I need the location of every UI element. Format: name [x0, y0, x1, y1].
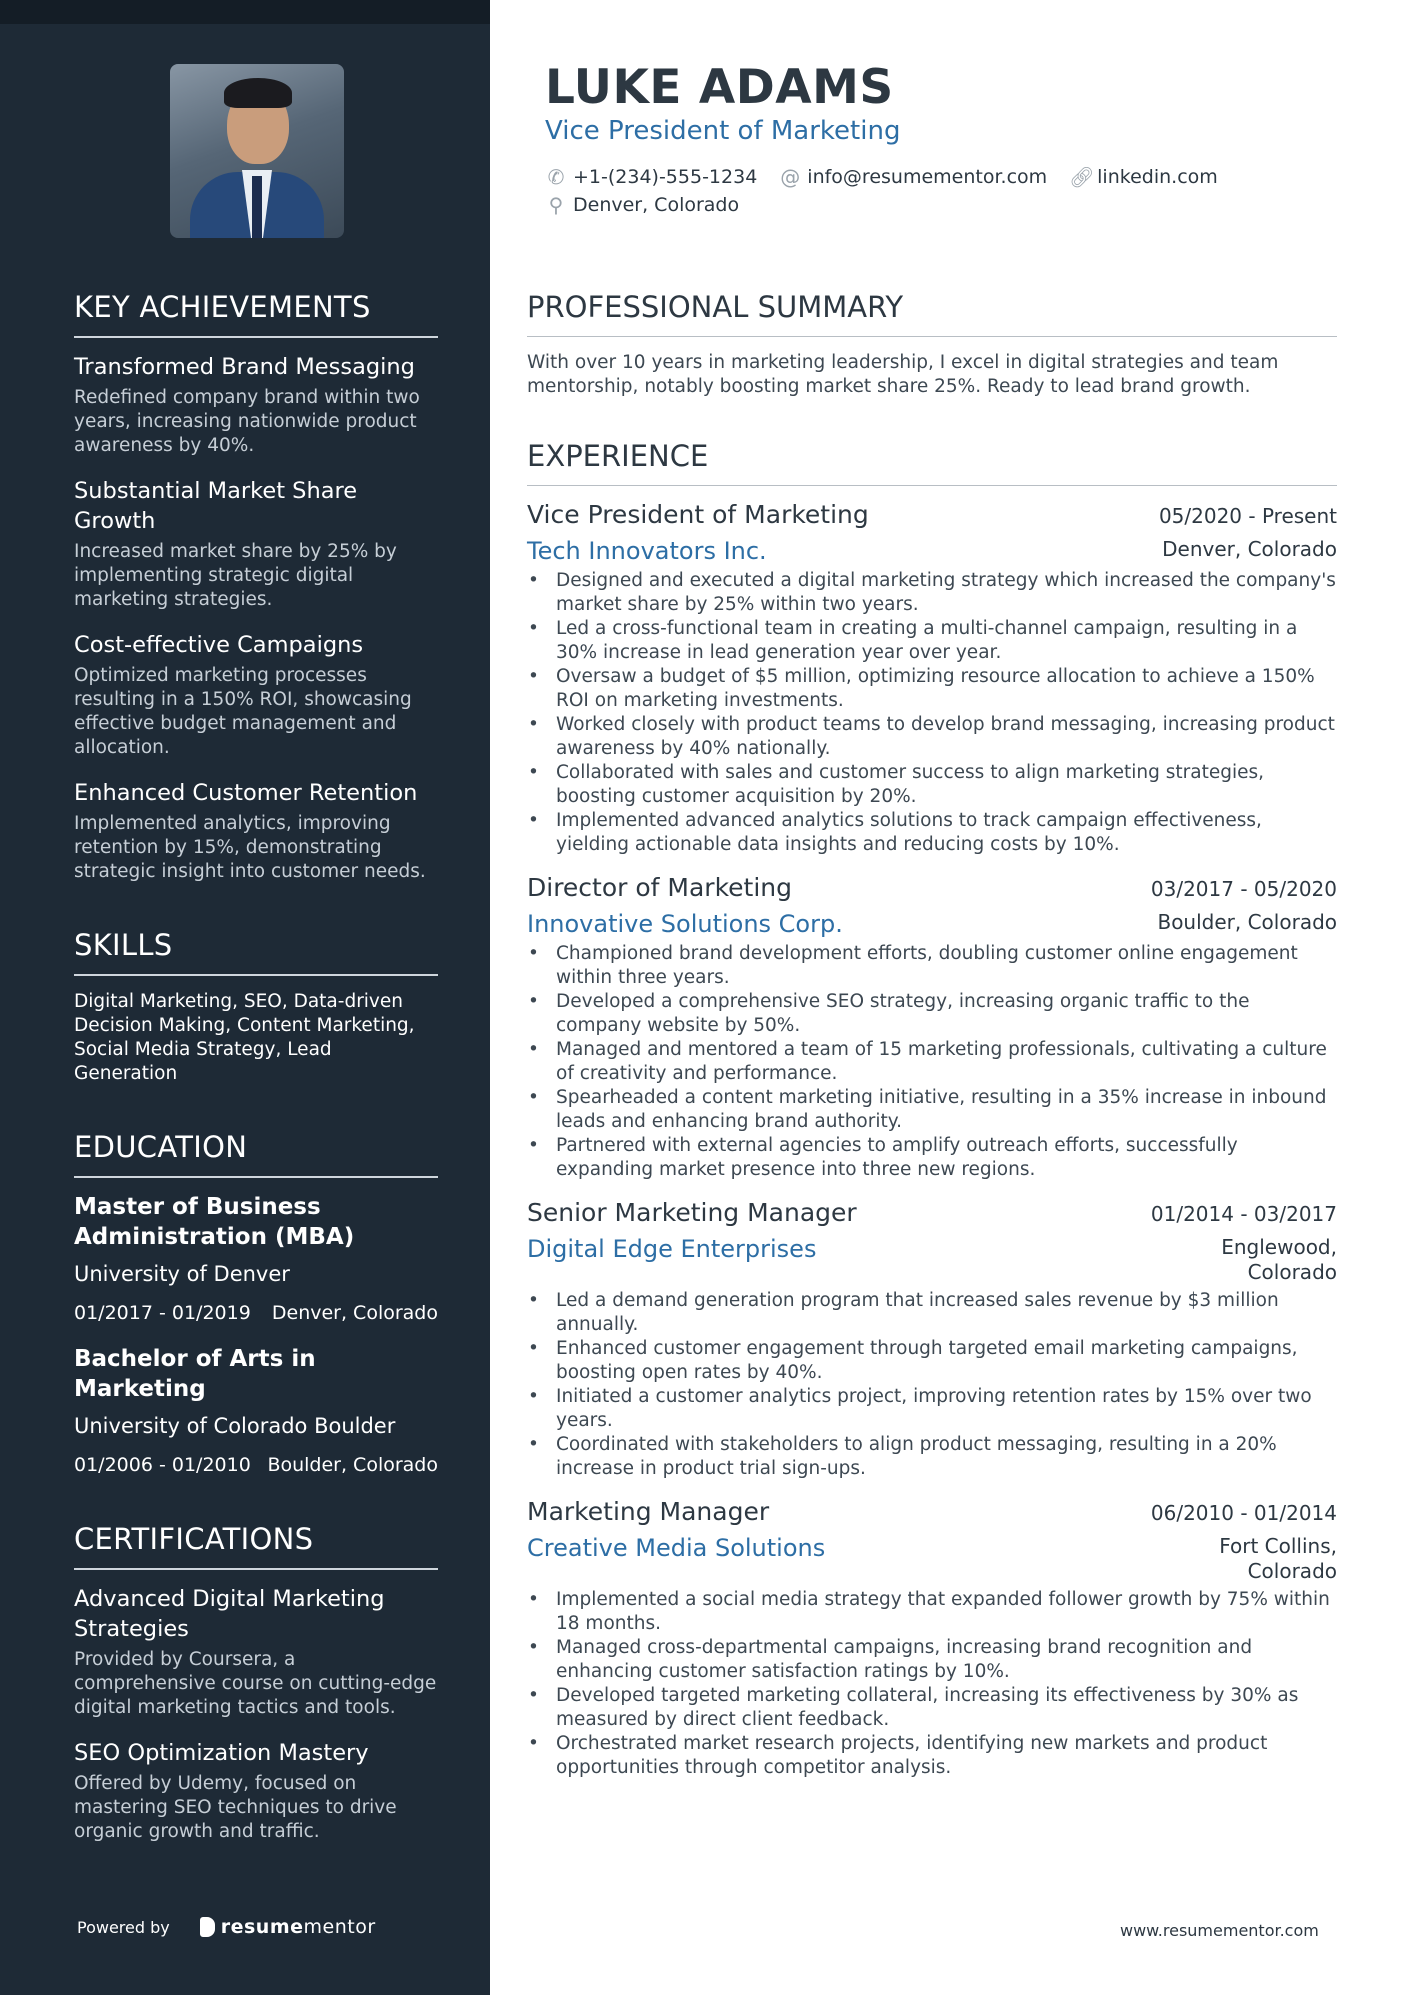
- job-dates: 03/2017 - 05/2020: [1150, 877, 1337, 901]
- job-bullet: • Implemented a social media strategy that expanded follower growth by 75% within 18 months.: [527, 1588, 1337, 1636]
- job-header: [527, 1497, 1337, 1526]
- job-bullet: • Spearheaded a content marketing initiative, resulting in a 35% increase in inbound leads and enhancing brand authority.: [527, 1086, 1337, 1134]
- job-bullets: [527, 942, 1337, 1182]
- edu-school: University of Colorado Boulder: [74, 1414, 396, 1438]
- edu-degree: Bachelor of Arts in Marketing: [74, 1346, 316, 1402]
- summary-text: With over 10 years in marketing leadership, I excel in digital strategies and team mentorship, notably boosting market share 25%. Ready to lead brand growth.: [527, 352, 1279, 397]
- linkedin-contact[interactable]: [1069, 165, 1218, 189]
- linkedin-text: linkedin.com: [1097, 166, 1218, 188]
- edu-dates: 01/2006 - 01/2010: [74, 1454, 251, 1476]
- company-name: Tech Innovators Inc.: [527, 537, 767, 565]
- job-bullets: [527, 569, 1337, 857]
- phone-contact[interactable]: [545, 165, 757, 189]
- job-location: Fort Collins, Colorado: [1219, 1534, 1337, 1583]
- job-location: Englewood, Colorado: [1221, 1235, 1337, 1284]
- location-pin-icon: ⚲: [548, 193, 564, 217]
- edu-meta: [74, 1300, 438, 1326]
- achievement-title: Substantial Market Share Growth: [74, 478, 358, 534]
- edu-meta: [74, 1452, 438, 1478]
- job-entry: [527, 873, 1337, 1182]
- job-bullet: • Championed brand development efforts, doubling customer online engagement within three years.: [527, 942, 1337, 990]
- resumementor-logo[interactable]: [200, 1916, 376, 1938]
- education-heading: EDUCATION: [74, 1130, 438, 1178]
- job-dates: 01/2014 - 03/2017: [1150, 1202, 1337, 1226]
- sidebar-content: [74, 290, 438, 1862]
- achievement-desc: Redefined company brand within two years, increasing nationwide product awareness by 40%.: [74, 387, 420, 456]
- job-title: Marketing Manager: [527, 1497, 770, 1526]
- job-bullet: • Coordinated with stakeholders to align product messaging, resulting in a 20% increase in product trial sign-ups.: [527, 1433, 1337, 1481]
- job-bullet: • Managed cross-departmental campaigns, increasing brand recognition and enhancing customer satisfaction ratings by 10%.: [527, 1636, 1337, 1684]
- job-bullet: • Implemented advanced analytics solutions to track campaign effectiveness, yielding actionable data insights and reducing costs by 10%.: [527, 809, 1337, 857]
- job-header: [527, 873, 1337, 902]
- job-bullets: [527, 1289, 1337, 1481]
- phone-text: +1-(234)-555-1234: [573, 166, 758, 188]
- certification-desc: Offered by Udemy, focused on mastering SEO techniques to drive organic growth and traffic.: [74, 1773, 397, 1842]
- certifications-heading: CERTIFICATIONS: [74, 1522, 438, 1570]
- sidebar-top-strip: [0, 0, 490, 24]
- achievement-desc: Optimized marketing processes resulting in a 150% ROI, showcasing effective budget management and allocation.: [74, 665, 412, 758]
- skills-heading: SKILLS: [74, 928, 438, 976]
- job-entry: [527, 500, 1337, 857]
- job-location: Denver, Colorado: [1162, 537, 1337, 561]
- at-icon: @: [780, 165, 801, 189]
- footer-url[interactable]: www.resumementor.com: [1120, 1921, 1319, 1940]
- profile-photo: [170, 64, 344, 238]
- achievement-desc: Increased market share by 25% by implementing strategic digital marketing strategies.: [74, 541, 397, 610]
- job-title: Vice President of Marketing: [527, 500, 869, 529]
- edu-degree: Master of Business Administration (MBA): [74, 1194, 355, 1250]
- achievement-item: [74, 630, 438, 760]
- achievement-title: Cost-effective Campaigns: [74, 632, 364, 658]
- job-subheader: [527, 537, 1337, 565]
- email-text: info@resumementor.com: [807, 166, 1048, 188]
- skills-list: Digital Marketing, SEO, Data-driven Decision Making, Content Marketing, Social Media Strategy, Lead Generation: [74, 991, 415, 1084]
- candidate-role: Vice President of Marketing: [545, 116, 901, 146]
- location-contact: [545, 193, 739, 217]
- edu-location: Boulder, Colorado: [267, 1454, 438, 1476]
- brand-bold: resume: [220, 1916, 304, 1938]
- job-dates: 05/2020 - Present: [1158, 504, 1337, 528]
- achievement-item: [74, 352, 438, 458]
- job-bullet: • Partnered with external agencies to amplify outreach efforts, successfully expanding market presence into three new regions.: [527, 1134, 1337, 1182]
- job-title: Director of Marketing: [527, 873, 793, 902]
- job-bullet: • Led a demand generation program that increased sales revenue by $3 million annually.: [527, 1289, 1337, 1337]
- company-name: Creative Media Solutions: [527, 1534, 826, 1562]
- photo-tie: [252, 176, 262, 238]
- experience-heading: EXPERIENCE: [527, 439, 1337, 486]
- job-bullet: • Collaborated with sales and customer success to align marketing strategies, boosting customer acquisition by 20%.: [527, 761, 1337, 809]
- job-bullet: • Developed targeted marketing collateral, increasing its effectiveness by 30% as measured by direct client feedback.: [527, 1684, 1337, 1732]
- education-item: [74, 1344, 438, 1478]
- certification-item: [74, 1584, 438, 1720]
- job-bullets: [527, 1588, 1337, 1780]
- certification-title: Advanced Digital Marketing Strategies: [74, 1586, 385, 1642]
- contact-line: [545, 163, 1365, 191]
- photo-hair: [224, 78, 292, 108]
- job-subheader: [527, 910, 1337, 938]
- certification-title: SEO Optimization Mastery: [74, 1740, 369, 1766]
- job-title: Senior Marketing Manager: [527, 1198, 857, 1227]
- edu-school: University of Denver: [74, 1262, 290, 1286]
- job-bullet: • Orchestrated market research projects, identifying new markets and product opportunities through competitor analysis.: [527, 1732, 1337, 1780]
- company-name: Digital Edge Enterprises: [527, 1235, 817, 1263]
- job-header: [527, 1198, 1337, 1227]
- main-column: [490, 0, 1410, 1995]
- job-dates: 06/2010 - 01/2014: [1150, 1501, 1337, 1525]
- powered-by-label: Powered by: [77, 1917, 170, 1937]
- edu-dates: 01/2017 - 01/2019: [74, 1302, 251, 1324]
- job-bullet: • Developed a comprehensive SEO strategy, increasing organic traffic to the company website by 50%.: [527, 990, 1337, 1038]
- job-subheader: [527, 1534, 1337, 1584]
- email-contact[interactable]: [779, 165, 1047, 189]
- main-content: [527, 290, 1337, 1796]
- contact-line: [545, 191, 1365, 219]
- job-header: [527, 500, 1337, 529]
- job-bullet: • Designed and executed a digital marketing strategy which increased the company's market share by 25% within two years.: [527, 569, 1337, 617]
- job-entry: [527, 1198, 1337, 1481]
- job-location: Boulder, Colorado: [1157, 910, 1337, 934]
- achievement-item: [74, 778, 438, 884]
- company-name: Innovative Solutions Corp.: [527, 910, 843, 938]
- job-subheader: [527, 1235, 1337, 1285]
- job-entry: [527, 1497, 1337, 1780]
- location-text: Denver, Colorado: [573, 194, 740, 216]
- sidebar-footer: [77, 1916, 376, 1938]
- link-icon: 🔗︎: [1069, 165, 1095, 189]
- achievement-desc: Implemented analytics, improving retention by 15%, demonstrating strategic insight into customer needs.: [74, 813, 426, 882]
- job-bullet: • Enhanced customer engagement through targeted email marketing campaigns, boosting open rates by 40%.: [527, 1337, 1337, 1385]
- candidate-name: LUKE ADAMS: [545, 60, 894, 115]
- resumementor-logo-icon: [200, 1917, 215, 1937]
- certification-item: [74, 1738, 438, 1844]
- contact-info: [545, 163, 1365, 219]
- achievement-title: Transformed Brand Messaging: [74, 354, 415, 380]
- certification-desc: Provided by Coursera, a comprehensive course on cutting-edge digital marketing tactics and tools.: [74, 1649, 437, 1718]
- achievements-heading: KEY ACHIEVEMENTS: [74, 290, 438, 338]
- summary-heading: PROFESSIONAL SUMMARY: [527, 290, 1337, 337]
- edu-location: Denver, Colorado: [271, 1302, 438, 1324]
- sidebar: [0, 0, 490, 1995]
- achievement-item: [74, 476, 438, 612]
- job-bullet: • Led a cross-functional team in creating a multi-channel campaign, resulting in a 30% increase in lead generation year over year.: [527, 617, 1337, 665]
- brand-rest: mentor: [303, 1916, 376, 1938]
- job-bullet: • Oversaw a budget of $5 million, optimizing resource allocation to achieve a 150% ROI on marketing investments.: [527, 665, 1337, 713]
- achievement-title: Enhanced Customer Retention: [74, 780, 418, 806]
- job-bullet: • Managed and mentored a team of 15 marketing professionals, cultivating a culture of creativity and performance.: [527, 1038, 1337, 1086]
- phone-icon: ✆: [547, 165, 565, 189]
- education-item: [74, 1192, 438, 1326]
- job-bullet: • Worked closely with product teams to develop brand messaging, increasing product awareness by 40% nationally.: [527, 713, 1337, 761]
- job-bullet: • Initiated a customer analytics project, improving retention rates by 15% over two years.: [527, 1385, 1337, 1433]
